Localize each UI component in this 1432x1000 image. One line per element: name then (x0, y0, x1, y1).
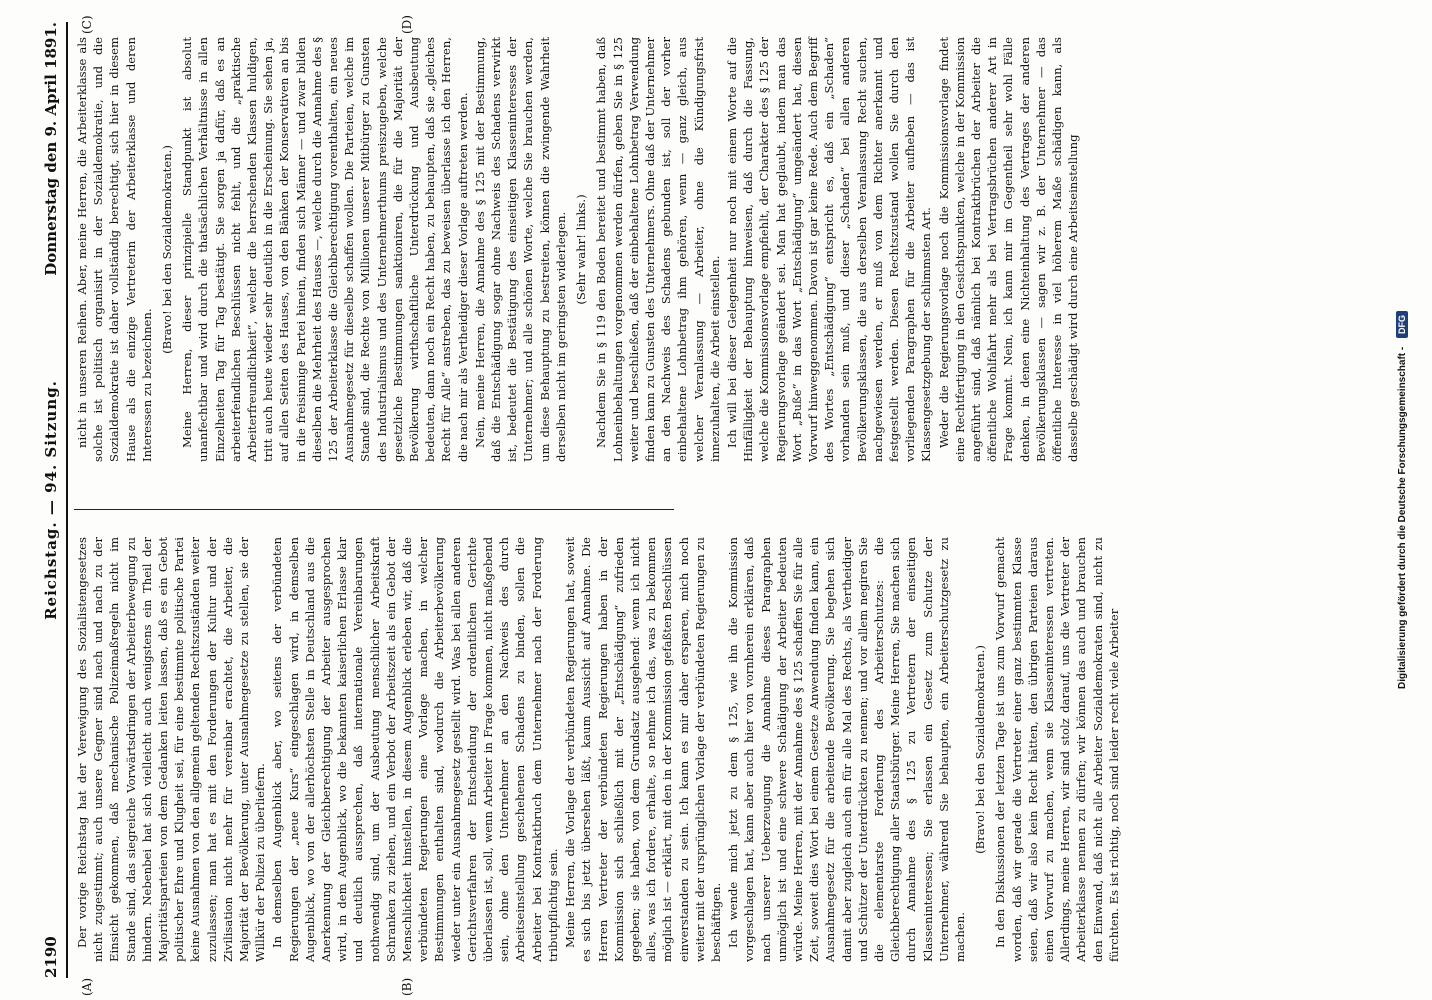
interjection: (Bravo! bei den Sozialdemokraten.) (973, 645, 988, 854)
margin-marker-b: (B) (400, 977, 414, 996)
header-rule (66, 22, 68, 978)
right-column (74, 37, 1081, 462)
paragraph: Nein, meine Herren, die Annahme des § 125 mit der Bestimmung, daß die Entschädigung sogar ohne Nachweis des Schadens verwirkt ist, bedeutet die Bestätigung des einseitigen Klasseninteresses der Unternehmer; und alle schönen Worte, welche Sie brauchen werden, um diese Behauptung zu bestreiten, können die zwingende Wahrheit derselben nicht im geringsten widerlegen. (472, 37, 568, 462)
column-divider (74, 509, 674, 510)
page-number: 2190 (42, 936, 60, 978)
margin-marker-d: (D) (400, 15, 414, 34)
page-header (38, 22, 64, 978)
digitization-credit (1396, 0, 1408, 1000)
paragraph: In demselben Augenblick aber, wo seitens der verbündeten Regierungen der „neue Kurs“ eingeschlagen wird, in demselben Augenblick, wo von der allerhöchsten Stelle in Deutschland aus die Anerkennung der Gleichberechtigung der Arbeiter ausgesprochen wird, in dem Augenblick, wo die bekannten kaiserlichen Erlasse klar und deutlich aussprechen, daß internationale Vereinbarungen nothwendig sind, um der Ausbeutung menschlicher Arbeitskraft Schranken zu ziehen, und ein Verbot der Arbeitszeit als ein Gebot der Menschlichkeit hinstellen, in diesem Augenblick erleben wir, daß die verbündeten Regierungen eine Vorlage machen, in welcher Bestimmungen enthalten sind, wodurch die Arbeiterbevölkerung wieder unter ein Ausnahmegesetz gestellt wird. Was bei allen anderen Gerichtsverfahren der Entscheidung der ordentlichen Gerichte überlassen ist, soll, wenn Arbeiter in Frage kommen, nicht maßgebend sein, ohne den Unternehmer an den Nachweis des durch Arbeitseinstellung geschehenen Schadens zu binden, sollen die Arbeiter bei Kontraktbruch dem Unternehmer nach der Forderung tributpflichtig sein. (270, 537, 560, 962)
paragraph: Meine Herren, dieser prinzipielle Standpunkt ist absolut unanfechtbar und wird durch die thatsächlichen Verhältnisse in allen Einzelheiten Tag für Tag bestätigt. Sie sorgen ja dafür, daß es an arbeiterfeindlichen Beschlüssen nicht fehlt, und die „praktische Arbeiterfreundlichkeit“, welcher die herrschenden Klassen huldigen, tritt auch heute wieder sehr deutlich in die Erscheinung. Sie sehen ja, auf allen Seiten des Hauses, von den Bänken der Konservativen an bis in die freisinnige Partei hinein, finden sich Männer — und zwar bilden dieselben die Mehrheit des Hauses —, welche durch die Annahme des § 125 der Arbeiterklasse die Gleichberechtigung vorenthalten, ein neues Ausnahmegesetz für dieselbe schaffen wollen. Die Parteien, welche im Stande sind, die Rechte von Millionen unserer Mitbürger zu Gunsten des Industrialismus und des Unternehmerthums preiszugeben, welche gesetzliche Bestimmungen sanktioniren, die für die Majorität der Bevölkerung wirthschaftliche Unterdrückung und Ausbeutung bedeuten, dann noch ein Recht haben, zu behaupten, daß sie „gleiches Recht für Alle“ anstreben, das zu beweisen überlasse ich den Herren, die nach mir als Vertheidiger dieser Vorlage auftreten werden. (180, 37, 470, 462)
session-title: Reichstag. — 94. Sitzung. (42, 380, 60, 620)
paragraph: Der vorige Reichstag hat der Verewigung des Sozialistengesetzes nicht zugestimmt; auch unsere Gegner sind nach und nach zu der Einsicht gekommen, daß mechanische Polizeimaßregeln nicht im Stande sind, das siegreiche Vorwärtsdringen der Arbeiterbewegung zu hindern. Nebenbei hat sich vielleicht auch wenigstens ein Theil der Majoritätsparteien von dem Gedanken leiten lassen, daß es ein Gebot politischer Ehre und Klugheit sei, für eine bestimmte politische Partei keine Ausnahmen von den allgemein geltenden Rechtszuständen weiter zuzulassen; man hat es mit den Forderungen der Kultur und der Zivilisation nicht mehr für vereinbar erachtet, die Arbeiter, die Majorität der Bevölkerung, unter Ausnahmegesetze zu stellen, sie der Willkür der Polizei zu überliefern. (75, 537, 268, 962)
paragraph: In den Diskussionen der letzten Tage ist uns zum Vorwurf gemacht worden, daß wir gerade die Vertreter einer ganz bestimmten Klasse seien, daß wir also kein Recht hätten, den übrigen Parteien daraus einen Vorwurf zu machen, wenn sie Klasseninteressen vertreten. Allerdings, meine Herren, wir sind stolz darauf, uns die Vertreter der Arbeiterklasse nennen zu dürfen; wir können das auch und brauchen den Einwand, daß nicht alle Arbeiter Sozialdemokraten sind, nicht zu fürchten. Es ist richtig, noch sind leider recht viele Arbeiter (993, 537, 1121, 962)
paragraph: Ich will bei dieser Gelegenheit nur noch mit einem Worte auf die Hinfälligkeit der Behauptung hinweisen, daß durch die Fassung, welche die Kommissionsvorlage empfiehlt, der Charakter des § 125 der Regierungsvorlage geändert sei. Man hat geglaubt, indem man das Wort „Buße“ in das Wort „Entschädigung“ umgeändert hat, diesen Vorwurf hinweggenommen. Davon ist gar keine Rede. Auch dem Begriff des Wortes „Entschädigung“ entspricht es, daß ein „Schaden“ vorhanden sein muß, und dieser „Schaden“ bei allen anderen Bevölkerungsklassen, die aus derselben Veranlassung Recht suchen, nachgewiesen werden, er muß von dem Richter anerkannt und festgestellt werden. Diesen Rechtszustand wollen Sie durch den vorliegenden Paragraphen für die Arbeiter aufheben — das ist Klassengesetzgebung der schlimmsten Art. (724, 37, 934, 462)
session-date: Donnerstag den 9. April 1891. (42, 22, 60, 276)
paragraph: Weder die Regierungsvorlage noch die Kommissionsvorlage findet eine Rechtfertigung in den Gesichtspunkten, welche in der Kommission angeführt sind, daß nämlich bei Kontraktbrüchen der Arbeiter die öffentliche Wohlfahrt mehr als bei Vertragsbrüchen anderer Art in Frage kommt. Nein, ich kann mir im Gegentheil sehr wohl Fälle denken, in denen eine Nichteinhaltung des Vertrages der anderen Bevölkerungsklassen — sagen wir z. B. der Unternehmer — das öffentliche Interesse in viel höherem Maße schädigen kann, als dasselbe geschädigt wird durch eine Arbeitseinstellung (936, 37, 1081, 462)
dfg-logo: DFG (1396, 311, 1408, 338)
left-column (74, 537, 1121, 962)
credit-text: Digitalisierung gefördert durch die Deutsche Forschungsgemeinschaft - (1397, 346, 1408, 690)
paragraph: nicht in unseren Reihen. Aber, meine Herren, die Arbeiterklasse als solche ist politisch organisirt in der Sozialdemokratie, und die Sozialdemokratie ist daher vollständig berechtigt, sich hier in diesem Hause als die einzige Vertreterin der Arbeiterklasse und deren Interessen zu bezeichnen. (75, 37, 154, 462)
interjection: (Sehr wahr! links.) (574, 194, 589, 305)
margin-marker-a: (A) (80, 977, 94, 996)
margin-marker-c: (C) (80, 15, 94, 34)
paragraph: Ich wende mich jetzt zu dem § 125, wie ihn die Kommission vorgeschlagen hat, kann aber auch hier von vornherein erklären, daß nach unserer Ueberzeugung die Annahme dieses Paragraphen unmöglich ist und eine schwere Schädigung der Arbeiter bedeuten würde. Meine Herren, mit der Annahme des § 125 schaffen Sie für alle Zeit, soweit dies Wort bei einem Gesetze Anwendung finden kann, ein Ausnahmegesetz für die arbeitende Bevölkerung. Sie begehen sich damit aber zugleich auch ein für alle Mal des Rechts, als Vertheidiger und Schützer der Unterdrückten zu nennen; und vor allem negiren Sie die elementarste Forderung des Arbeiterschutzes: die Gleichberechtigung aller Staatsbürger. Meine Herren, Sie machen sich durch Annahme des § 125 zu Vertretern der einseitigen Klasseninteressen; Sie erlassen ein Gesetz zum Schutze der Unternehmer, während Sie behaupten, ein Arbeiterschutzgesetz zu machen. (726, 537, 967, 962)
interjection: (Bravo! bei den Sozialdemokraten.) (160, 145, 175, 354)
paragraph: Nachdem Sie in § 119 den Boden bereitet und bestimmt haben, daß Lohneinbehaltungen vorgenommen werden dürfen, geben Sie in § 125 weiter und beschließen, daß der einbehaltene Lohnbetrag Verwendung finden kann zu Gunsten des Unternehmers. Ohne daß der Unternehmer an den Nachweis des Schadens gebunden ist, soll der vorher einbehaltene Lohnbetrag ihm gehören, wenn — ganz gleich, aus welcher Veranlassung — Arbeiter, ohne die Kündigungsfrist innezuhalten, die Arbeit einstellen. (594, 37, 722, 462)
paragraph: Meine Herren, die Vorlage der verbündeten Regierungen hat, soweit es sich bis jetzt übersehen läßt, kaum Aussicht auf Annahme. Die Herren Vertreter der verbündeten Regierungen haben in der Kommission sich schließlich mit der „Entschädigung“ zufrieden gegeben; sie haben, von dem Grundsatz ausgehend: wenn ich nicht alles, was ich fordere, erhalte, so nehme ich das, was zu bekommen möglich ist — erklärt, mit den in der Kommission gefaßten Beschlüssen einverstanden zu sein. Ich kann es mir daher ersparen, mich noch weiter mit der ursprünglichen Vorlage der verbündeten Regierungen zu beschäftigen. (563, 537, 723, 962)
